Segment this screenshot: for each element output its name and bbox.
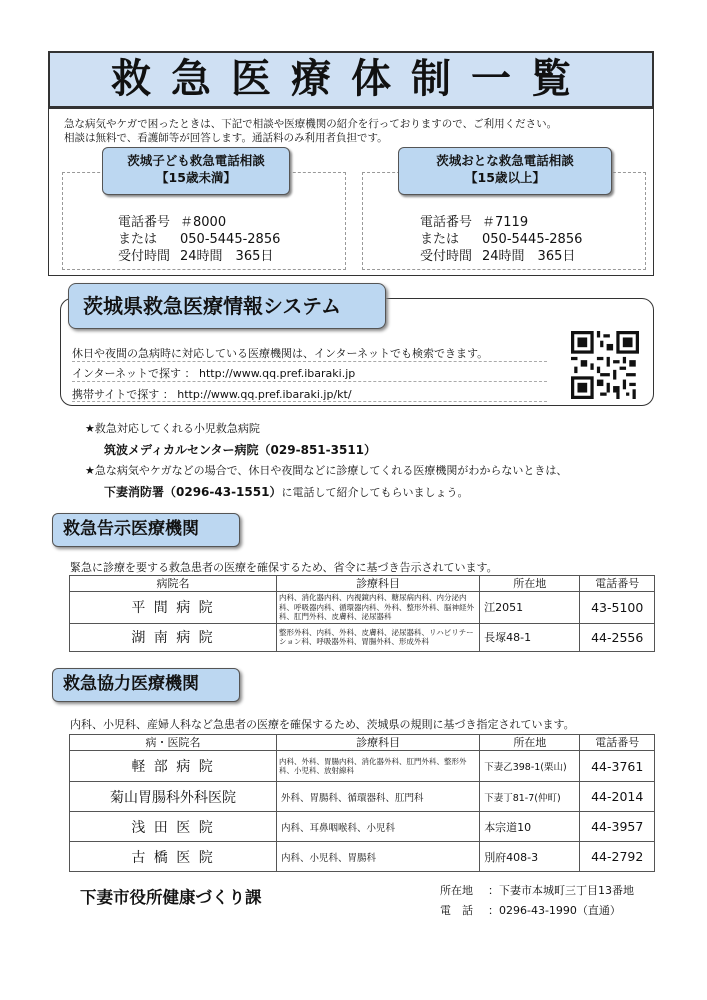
col-header: 電話番号 bbox=[580, 576, 655, 592]
adult-hours-label: 受付時間 bbox=[420, 249, 473, 264]
col-header: 所在地 bbox=[480, 735, 580, 751]
clinic-subjects: 内科、小児科、胃腸科 bbox=[277, 842, 480, 872]
hospital-tel[interactable]: 43-5100 bbox=[580, 592, 655, 624]
col-header: 電話番号 bbox=[580, 735, 655, 751]
hospital-tel[interactable]: 44-2556 bbox=[580, 623, 655, 651]
adult-consult-title-line2: 【15歳以上】 bbox=[465, 170, 545, 185]
clinic-subjects: 内科、外科、胃腸内科、消化器外科、肛門外科、整形外科、小児科、放射線科 bbox=[277, 751, 480, 782]
hospital-name: 湖 南 病 院 bbox=[70, 623, 277, 651]
fire-heading: ★急な病気やケガなどの場合で、休日や夜間などに診療してくれる医療機関がわからないときは、 bbox=[85, 464, 568, 477]
info-system-desc: 休日や夜間の急病時に対応している医療機関は、インターネットでも検索できます。 bbox=[72, 347, 489, 360]
footer-address-label: 所在地 bbox=[440, 884, 473, 897]
clinic-address: 下妻丁81-7(仲町) bbox=[480, 782, 580, 812]
fire-station-tail: に電話して紹介してもらいましょう。 bbox=[281, 486, 469, 499]
clinic-tel[interactable]: 44-2014 bbox=[580, 782, 655, 812]
adult-or-label: または bbox=[420, 232, 460, 247]
footer-tel-label: 電 話 bbox=[440, 904, 473, 917]
clinic-tel[interactable]: 44-3761 bbox=[580, 751, 655, 782]
table-header-row bbox=[70, 576, 655, 592]
qr-code-icon bbox=[570, 331, 640, 399]
adult-consult-title-line1: 茨城おとな救急電話相談 bbox=[436, 153, 574, 168]
clinic-address: 本宗道10 bbox=[480, 812, 580, 842]
hospital-address: 江2051 bbox=[480, 592, 580, 624]
clinic-tel[interactable]: 44-2792 bbox=[580, 842, 655, 872]
child-or-label: または bbox=[118, 232, 158, 247]
col-header: 診療科目 bbox=[277, 735, 480, 751]
hospital-name: 平 間 病 院 bbox=[70, 592, 277, 624]
pediatric-heading: ★救急対応してくれる小児救急病院 bbox=[85, 422, 260, 435]
clinic-address: 別府408-3 bbox=[480, 842, 580, 872]
col-header: 病院名 bbox=[70, 576, 277, 592]
child-hours-label: 受付時間 bbox=[118, 249, 171, 264]
table-row bbox=[70, 623, 655, 651]
child-alt-phone[interactable]: 050-5445-2856 bbox=[180, 232, 281, 247]
hospital-subjects: 整形外科、内科、外科、皮膚科、泌尿器科、リハビリテーション科、呼吸器外科、胃腸外科、形成外科 bbox=[277, 623, 480, 651]
clinic-name: 古 橋 医 院 bbox=[70, 842, 277, 872]
table-row bbox=[70, 592, 655, 624]
footer-office-name: 下妻市役所健康づくり課 bbox=[80, 888, 262, 907]
child-phone-label: 電話番号 bbox=[118, 215, 171, 230]
footer-address-row: 所在地 ：下妻市本城町三丁目13番地 bbox=[440, 884, 634, 897]
divider bbox=[72, 381, 547, 382]
table-header-row bbox=[70, 735, 655, 751]
info-system-title: 茨城県救急医療情報システム bbox=[68, 283, 386, 329]
divider bbox=[72, 361, 547, 362]
mobile-search-link[interactable]: 携帯サイトで探す ： http://www.qq.pref.ibaraki.jp/kt/ bbox=[72, 388, 352, 401]
page-title: 救急医療体制一覧 bbox=[111, 56, 591, 102]
col-header: 病・医院名 bbox=[70, 735, 277, 751]
adult-phone[interactable]: ＃7119 bbox=[482, 215, 529, 230]
internet-search-link[interactable]: インターネットで探す ： http://www.qq.pref.ibaraki.jp bbox=[72, 367, 356, 380]
adult-phone-label: 電話番号 bbox=[420, 215, 473, 230]
emergency-section-title: 救急告示医療機関 bbox=[52, 513, 240, 547]
child-consult-title-line1: 茨城子ども救急電話相談 bbox=[127, 153, 265, 168]
clinic-tel[interactable]: 44-3957 bbox=[580, 812, 655, 842]
divider bbox=[72, 401, 547, 402]
child-consult-title-line2: 【15歳未満】 bbox=[156, 170, 236, 185]
clinic-address: 下妻乙398-1(栗山) bbox=[480, 751, 580, 782]
col-header: 所在地 bbox=[480, 576, 580, 592]
emergency-section-desc: 緊急に診療を要する救急患者の医療を確保するため、省令に基づき告示されています。 bbox=[70, 561, 498, 574]
table-row bbox=[70, 812, 655, 842]
child-hours: 24時間 365日 bbox=[180, 249, 274, 264]
table-row bbox=[70, 782, 655, 812]
fire-station: 下妻消防署（0296-43-1551） bbox=[104, 485, 282, 499]
cooperating-table bbox=[69, 734, 655, 872]
child-hours-row bbox=[118, 245, 273, 264]
intro-line-1: 急な病気やケガで困ったときは、下記で相談や医療機関の紹介を行っておりますので、ご利用ください。 bbox=[64, 118, 558, 130]
child-consult-title bbox=[102, 147, 290, 195]
child-phone[interactable]: ＃8000 bbox=[180, 215, 227, 230]
cooperating-section-desc: 内科、小児科、産婦人科など急患者の医療を確保するため、茨城県の規則に基づき指定されています。 bbox=[70, 718, 575, 731]
clinic-subjects: 内科、耳鼻咽喉科、小児科 bbox=[277, 812, 480, 842]
footer-address: 下妻市本城町三丁目13番地 bbox=[499, 884, 634, 897]
table-row bbox=[70, 751, 655, 782]
pediatric-hospital: 筑波メディカルセンター病院（029-851-3511） bbox=[104, 443, 377, 457]
cooperating-section-title: 救急協力医療機関 bbox=[52, 668, 240, 702]
footer-tel-row: 電 話 ：0296-43-1990（直通） bbox=[440, 904, 621, 917]
adult-hours-row bbox=[420, 245, 575, 264]
hospital-subjects: 内科、消化器内科、内視鏡内科、糖尿病内科、内分泌内科、呼吸器内科、循環器内科、外科、整形外科、脳神経外科、肛門外科、皮膚科、泌尿器科 bbox=[277, 592, 480, 624]
intro-line-2: 相談は無料で、看護師等が回答します。通話料のみ利用者負担です。 bbox=[64, 132, 388, 144]
fire-station-row bbox=[104, 483, 468, 500]
adult-hours: 24時間 365日 bbox=[482, 249, 576, 264]
adult-consult-title bbox=[398, 147, 612, 195]
clinic-name: 菊山胃腸科外科医院 bbox=[70, 782, 277, 812]
col-header: 診療科目 bbox=[277, 576, 480, 592]
table-row bbox=[70, 842, 655, 872]
emergency-table bbox=[69, 575, 655, 652]
clinic-name: 軽 部 病 院 bbox=[70, 751, 277, 782]
clinic-name: 浅 田 医 院 bbox=[70, 812, 277, 842]
clinic-subjects: 外科、胃腸科、循環器科、肛門科 bbox=[277, 782, 480, 812]
footer-tel[interactable]: 0296-43-1990（直通） bbox=[499, 904, 621, 917]
adult-alt-phone[interactable]: 050-5445-2856 bbox=[482, 232, 583, 247]
hospital-address: 長塚48-1 bbox=[480, 623, 580, 651]
